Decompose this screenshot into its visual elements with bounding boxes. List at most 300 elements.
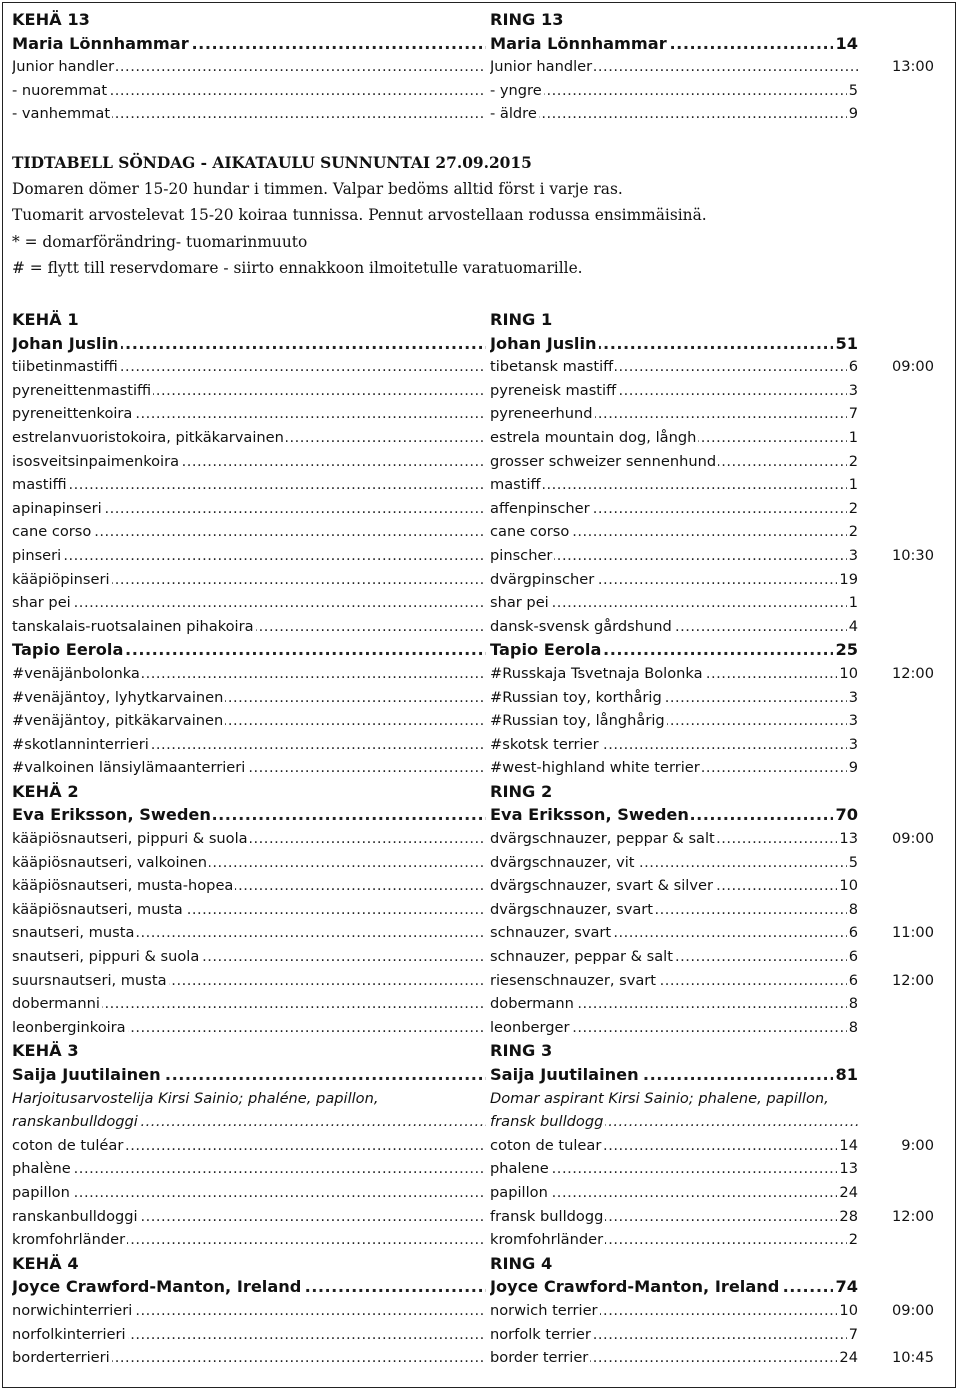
- text-fi: #skotlanninterrieri: [12, 735, 149, 753]
- text-sv: pyreneisk mastiff: [490, 381, 617, 399]
- breed-name-fi: [12, 898, 486, 922]
- text-fi: coton de tuléar: [12, 1136, 124, 1154]
- breed-row: [0, 497, 960, 521]
- text-sv: Junior handler: [490, 58, 593, 76]
- text-fi: #valkoinen länsiylämaanterrieri: [12, 759, 246, 777]
- breed-name-fi: [12, 497, 486, 521]
- start-time: 12:00: [891, 971, 934, 989]
- entry-count: 1: [847, 473, 858, 497]
- text-fi: - vanhemmat: [12, 105, 111, 123]
- entry-count: 7: [847, 1323, 858, 1347]
- text-fi: Junior handler: [12, 58, 115, 76]
- text-fi: shar pei: [12, 594, 71, 612]
- breed-name-sv: [490, 473, 858, 497]
- breed-name-fi: [12, 1205, 486, 1229]
- text-sv: #Russian toy, långhårig: [490, 712, 665, 730]
- start-time: 09:00: [891, 830, 934, 848]
- entry-count: 2: [847, 1228, 858, 1252]
- judge-name-fi: [12, 1063, 486, 1087]
- start-time: 12:00: [891, 1207, 934, 1225]
- breed-row: [0, 1205, 960, 1229]
- breed-row: [0, 102, 960, 126]
- text-fi: Joyce Crawford-Manton, Ireland: [12, 1277, 302, 1297]
- entry-count: 10: [837, 874, 858, 898]
- text-sv: dvärgschnauzer, vit: [490, 853, 635, 871]
- breed-name-fi: [12, 55, 486, 79]
- breed-name-sv: [490, 1346, 858, 1370]
- judge-name-fi: [12, 803, 486, 827]
- breed-row: [0, 1110, 960, 1134]
- breed-row: [0, 662, 960, 686]
- judge-row: [0, 1275, 960, 1299]
- breed-name-fi: [12, 79, 486, 103]
- breed-name-sv: [490, 969, 858, 993]
- breed-name-fi: [12, 1110, 486, 1134]
- ring-label-fi: KEHÄ 4: [12, 1253, 79, 1273]
- breed-name-fi: [12, 615, 486, 639]
- entry-count: 10: [837, 662, 858, 686]
- breed-name-sv: [490, 79, 858, 103]
- breed-name-sv: [490, 568, 858, 592]
- text-fi: apinapinseri: [12, 499, 102, 517]
- entry-count: 2: [847, 520, 858, 544]
- text-fi: phalène: [12, 1160, 71, 1178]
- breed-name-fi: [12, 945, 486, 969]
- breed-row: [0, 450, 960, 474]
- entry-count: 14: [833, 32, 858, 56]
- text-fi: Maria Lönnhammar: [12, 33, 189, 53]
- judge-row: [0, 332, 960, 356]
- breed-row: [0, 1134, 960, 1158]
- text-sv: norfolk terrier: [490, 1325, 591, 1343]
- text-sv: pinscher: [490, 546, 553, 564]
- start-time: 09:00: [891, 1301, 934, 1319]
- breed-name-fi: [12, 402, 486, 426]
- entry-count: 8: [847, 1016, 858, 1040]
- text-fi: cane corso: [12, 523, 92, 541]
- breed-row: [0, 55, 960, 79]
- text-sv: shar pei: [490, 594, 549, 612]
- breed-row: [0, 615, 960, 639]
- entry-count: 74: [833, 1275, 858, 1299]
- breed-name-sv: [490, 450, 858, 474]
- entry-count: 9: [847, 756, 858, 780]
- ring-label-fi: KEHÄ 2: [12, 781, 79, 801]
- entry-count: 3: [847, 379, 858, 403]
- start-time: 10:45: [891, 1349, 934, 1367]
- breed-name-sv: [490, 426, 858, 450]
- start-time: 10:30: [891, 546, 934, 564]
- judge-name-fi: [12, 332, 486, 356]
- breed-row: [0, 473, 960, 497]
- judge-row: [0, 1063, 960, 1087]
- text-fi: kääpiösnautseri, musta-hopea: [12, 877, 234, 895]
- breed-name-sv: [490, 686, 858, 710]
- entry-count: 6: [847, 945, 858, 969]
- text-fi: papillon: [12, 1183, 70, 1201]
- text-sv: schnauzer, svart: [490, 924, 612, 942]
- entry-count: 24: [837, 1181, 858, 1205]
- text-sv: dvärgschnauzer, svart: [490, 900, 653, 918]
- breed-row: [0, 591, 960, 615]
- breed-row: [0, 1157, 960, 1181]
- judge-name-sv: [490, 803, 858, 827]
- text-sv: Saija Juutilainen: [490, 1065, 639, 1084]
- entry-count: 6: [847, 921, 858, 945]
- breed-name-sv: [490, 827, 858, 851]
- judge-name-sv: [490, 1063, 858, 1087]
- breed-name-sv: [490, 55, 858, 79]
- start-time: 11:00: [891, 924, 934, 942]
- breed-name-sv: [490, 851, 858, 875]
- ring-label-sv: RING 4: [490, 1253, 553, 1273]
- breed-row: [0, 1181, 960, 1205]
- text-sv: fransk bulldogg: [490, 1113, 604, 1131]
- text-sv: tibetansk mastiff: [490, 358, 614, 376]
- breed-name-fi: [12, 473, 486, 497]
- breed-row: [0, 402, 960, 426]
- text-fi: suursnautseri, musta: [12, 971, 167, 989]
- start-time: 09:00: [891, 358, 934, 376]
- notice-line: Domaren dömer 15-20 hundar i timmen. Valpar bedöms alltid först i varje ras.: [12, 180, 623, 199]
- entry-count: 3: [847, 544, 858, 568]
- entry-count: 6: [847, 355, 858, 379]
- breed-name-sv: [490, 102, 858, 126]
- entry-count: 3: [847, 733, 858, 757]
- text-fi: Eva Eriksson, Sweden: [12, 805, 211, 825]
- entry-count: 19: [837, 568, 858, 592]
- entry-count: 25: [833, 638, 858, 662]
- breed-row: [0, 544, 960, 568]
- breed-name-sv: [490, 355, 858, 379]
- breed-name-sv: [490, 1157, 858, 1181]
- breed-row: [0, 568, 960, 592]
- breed-name-fi: [12, 102, 486, 126]
- entry-count: 24: [837, 1346, 858, 1370]
- text-sv: Eva Eriksson, Sweden: [490, 805, 689, 825]
- text-sv: estrela mountain dog, långh: [490, 428, 697, 446]
- judge-name-sv: [490, 32, 858, 56]
- text-fi: mastiffi: [12, 476, 67, 494]
- entry-count: 10: [837, 1299, 858, 1323]
- breed-name-fi: [12, 1016, 486, 1040]
- notice-line: * = domarförändring- tuomarinmuuto: [12, 232, 308, 251]
- note-row: [0, 1087, 960, 1111]
- breed-name-sv: [490, 615, 858, 639]
- breed-row: [0, 520, 960, 544]
- judge-name-fi: [12, 638, 486, 662]
- entry-count: 81: [833, 1063, 858, 1087]
- breed-row: [0, 1299, 960, 1323]
- breed-name-sv: [490, 402, 858, 426]
- breed-row: [0, 921, 960, 945]
- text-sv: grosser schweizer sennenhund: [490, 452, 717, 470]
- text-fi: pinseri: [12, 546, 62, 564]
- ring-listing: [0, 308, 960, 1370]
- breed-name-fi: [12, 1181, 486, 1205]
- breed-name-fi: [12, 662, 486, 686]
- ring-13-section: [0, 0, 960, 130]
- entry-count: 13: [837, 1157, 858, 1181]
- text-sv: - yngre: [490, 81, 542, 99]
- entry-count: 2: [847, 450, 858, 474]
- notice-line: # = flytt till reservdomare - siirto ennakkoon ilmoitetulle varatuomarille.: [12, 258, 583, 277]
- breed-row: [0, 898, 960, 922]
- breed-row: [0, 827, 960, 851]
- text-fi: dobermanni: [12, 995, 100, 1013]
- breed-name-fi: [12, 874, 486, 898]
- entry-count: 7: [847, 402, 858, 426]
- text-fi: ranskanbulldoggi: [12, 1113, 138, 1131]
- judge-name-fi: [12, 1275, 486, 1299]
- text-sv: #Russian toy, korthårig: [490, 688, 662, 706]
- entry-count: 6: [847, 969, 858, 993]
- text-fi: kääpiösnautseri, pippuri & suola: [12, 830, 248, 848]
- breed-row: [0, 686, 960, 710]
- text-fi: ranskanbulldoggi: [12, 1207, 138, 1225]
- text-fi: norwichinterrieri: [12, 1301, 133, 1319]
- breed-name-sv: [490, 379, 858, 403]
- text-fi: tanskalais-ruotsalainen pihakoira: [12, 617, 254, 635]
- text-fi: Tapio Eerola: [12, 640, 124, 660]
- text-sv: #west-highland white terrier: [490, 759, 700, 777]
- text-sv: Maria Lönnhammar: [490, 33, 667, 53]
- text-sv: dobermann: [490, 995, 574, 1013]
- text-fi: kääpiösnautseri, valkoinen: [12, 853, 208, 871]
- ring-label-sv: RING 3: [490, 1041, 553, 1061]
- text-sv: Joyce Crawford-Manton, Ireland: [490, 1277, 780, 1297]
- entry-count: 3: [847, 686, 858, 710]
- breed-name-fi: [12, 1134, 486, 1158]
- ring-label-sv: RING 13: [490, 10, 564, 29]
- text-sv: cane corso: [490, 523, 570, 541]
- text-sv: kromfohrländer: [490, 1231, 604, 1249]
- ring-label-fi: KEHÄ 3: [12, 1041, 79, 1061]
- text-sv: Tapio Eerola: [490, 640, 602, 660]
- entry-count: 9: [847, 102, 858, 126]
- entry-count: 51: [833, 332, 858, 356]
- text-fi: norfolkinterrieri: [12, 1325, 126, 1343]
- breed-row: [0, 969, 960, 993]
- notice-line: Tuomarit arvostelevat 15-20 koiraa tunnissa. Pennut arvostellaan rodussa ensimmäisinä.: [12, 206, 707, 225]
- breed-name-fi: [12, 709, 486, 733]
- schedule-notice: [12, 150, 942, 281]
- breed-name-fi: [12, 379, 486, 403]
- breed-row: [0, 1346, 960, 1370]
- breed-name-sv: [490, 921, 858, 945]
- text-sv: norwich terrier: [490, 1301, 598, 1319]
- breed-row: [0, 1016, 960, 1040]
- breed-name-sv: [490, 874, 858, 898]
- text-sv: Johan Juslin: [490, 333, 597, 353]
- text-fi: estrelanvuoristokoira, pitkäkarvainen: [12, 428, 284, 446]
- entry-count: 8: [847, 898, 858, 922]
- breed-name-fi: [12, 756, 486, 780]
- text-sv: fransk bulldogg: [490, 1207, 604, 1225]
- breed-name-sv: [490, 733, 858, 757]
- breed-name-fi: [12, 1346, 486, 1370]
- text-fi: pyreneittenmastiffi: [12, 381, 152, 399]
- judge-name-sv: [490, 1275, 858, 1299]
- breed-name-fi: [12, 1323, 486, 1347]
- text-fi: snautseri, musta: [12, 924, 135, 942]
- breed-name-fi: [12, 426, 486, 450]
- text-fi: #venäjäntoy, lyhytkarvainen: [12, 688, 224, 706]
- text-fi: - nuoremmat: [12, 81, 108, 99]
- text-sv: riesenschnauzer, svart: [490, 971, 657, 989]
- text-sv: mastiff: [490, 476, 541, 494]
- breed-name-sv: [490, 756, 858, 780]
- entry-count: 3: [847, 709, 858, 733]
- text-sv: #Russkaja Tsvetnaja Bolonka: [490, 664, 703, 682]
- text-sv: papillon: [490, 1183, 548, 1201]
- breed-name-fi: [12, 520, 486, 544]
- text-fi: Johan Juslin: [12, 333, 119, 353]
- breed-name-sv: [490, 1228, 858, 1252]
- judge-row: [0, 638, 960, 662]
- text-fi: tiibetinmastiffi: [12, 358, 118, 376]
- breed-row: [0, 733, 960, 757]
- breed-row: [0, 874, 960, 898]
- note-fi: Harjoitusarvostelija Kirsi Sainio; phaléne, papillon,: [12, 1089, 379, 1107]
- breed-row: [0, 945, 960, 969]
- text-sv: pyreneerhund: [490, 405, 593, 423]
- text-sv: dvärgschnauzer, svart & silver: [490, 877, 713, 895]
- start-time: [844, 1110, 934, 1134]
- ring-header: [0, 8, 960, 32]
- breed-name-sv: [490, 520, 858, 544]
- breed-name-fi: [12, 827, 486, 851]
- ring-header: [0, 1252, 960, 1276]
- text-sv: dvärgpinscher: [490, 570, 595, 588]
- text-fi: kääpiösnautseri, musta: [12, 900, 183, 918]
- ring-label-sv: RING 2: [490, 781, 553, 801]
- breed-row: [0, 79, 960, 103]
- judge-name-sv: [490, 638, 858, 662]
- text-sv: schnauzer, peppar & salt: [490, 948, 673, 966]
- entry-count: 5: [847, 851, 858, 875]
- text-fi: isosveitsinpaimenkoira: [12, 452, 180, 470]
- breed-name-sv: [490, 662, 858, 686]
- text-sv: phalene: [490, 1160, 549, 1178]
- breed-name-fi: [12, 591, 486, 615]
- start-time: 9:00: [901, 1136, 934, 1154]
- entry-count: 70: [833, 803, 858, 827]
- notice-title: TIDTABELL SÖNDAG - AIKATAULU SUNNUNTAI 27.09.2015: [12, 154, 532, 172]
- judge-row: [0, 803, 960, 827]
- breed-row: [0, 1323, 960, 1347]
- breed-name-sv: [490, 1181, 858, 1205]
- entry-count: 28: [837, 1205, 858, 1229]
- entry-count: 4: [847, 615, 858, 639]
- breed-name-sv: [490, 1299, 858, 1323]
- start-time: 13:00: [891, 58, 934, 76]
- breed-row: [0, 379, 960, 403]
- entry-count: 13: [837, 827, 858, 851]
- text-fi: #venäjänbolonka: [12, 664, 140, 682]
- start-time: 12:00: [891, 664, 934, 682]
- breed-row: [0, 709, 960, 733]
- breed-name-sv: [490, 898, 858, 922]
- breed-name-fi: [12, 544, 486, 568]
- text-sv: - äldre: [490, 105, 537, 123]
- text-sv: leonberger: [490, 1018, 570, 1036]
- breed-name-sv: [490, 1205, 858, 1229]
- text-sv: dvärgschnauzer, peppar & salt: [490, 830, 715, 848]
- text-fi: borderterrieri: [12, 1349, 110, 1367]
- judge-row: [0, 32, 960, 56]
- text-sv: border terrier: [490, 1349, 589, 1367]
- breed-row: [0, 851, 960, 875]
- entry-count: 2: [847, 497, 858, 521]
- judge-name-sv: [490, 332, 858, 356]
- judge-name-fi: [12, 32, 486, 56]
- text-sv: dansk-svensk gårdshund: [490, 617, 672, 635]
- breed-name-fi: [12, 686, 486, 710]
- breed-row: [0, 1228, 960, 1252]
- breed-name-fi: [12, 1157, 486, 1181]
- breed-row: [0, 426, 960, 450]
- text-fi: pyreneittenkoira: [12, 405, 133, 423]
- ring-label-sv: RING 1: [490, 310, 553, 329]
- text-sv: coton de tulear: [490, 1136, 602, 1154]
- entry-count: 1: [847, 591, 858, 615]
- breed-name-sv: [490, 945, 858, 969]
- breed-name-sv: [490, 544, 858, 568]
- breed-name-sv: [490, 1016, 858, 1040]
- entry-count: 5: [847, 79, 858, 103]
- breed-name-fi: [12, 355, 486, 379]
- entry-count: 1: [847, 426, 858, 450]
- breed-name-fi: [12, 851, 486, 875]
- breed-name-fi: [12, 568, 486, 592]
- breed-row: [0, 992, 960, 1016]
- breed-name-fi: [12, 733, 486, 757]
- breed-name-sv: [490, 1134, 858, 1158]
- text-fi: #venäjäntoy, pitkäkarvainen: [12, 712, 224, 730]
- text-fi: Saija Juutilainen: [12, 1065, 161, 1084]
- ring-label-fi: KEHÄ 1: [12, 310, 79, 329]
- note-sv: Domar aspirant Kirsi Sainio; phalene, papillon,: [490, 1089, 829, 1107]
- entry-count: 14: [837, 1134, 858, 1158]
- breed-name-fi: [12, 969, 486, 993]
- ring-label-fi: KEHÄ 13: [12, 10, 90, 29]
- text-fi: kääpiöpinseri: [12, 570, 110, 588]
- breed-name-sv: [490, 497, 858, 521]
- text-fi: leonberginkoira: [12, 1018, 126, 1036]
- text-fi: snautseri, pippuri & suola: [12, 948, 200, 966]
- text-sv: #skotsk terrier: [490, 735, 599, 753]
- breed-name-sv: [490, 992, 858, 1016]
- entry-count: 8: [847, 992, 858, 1016]
- ring-header: [0, 780, 960, 804]
- breed-name-fi: [12, 1299, 486, 1323]
- breed-row: [0, 756, 960, 780]
- breed-name-sv: [490, 709, 858, 733]
- breed-row: [0, 355, 960, 379]
- ring-header: [0, 1039, 960, 1063]
- breed-name-fi: [12, 992, 486, 1016]
- breed-name-fi: [12, 450, 486, 474]
- breed-name-sv: [490, 591, 858, 615]
- breed-name-sv: [490, 1110, 858, 1134]
- breed-name-sv: [490, 1323, 858, 1347]
- ring-header: [0, 308, 960, 332]
- breed-name-fi: [12, 1228, 486, 1252]
- breed-name-fi: [12, 921, 486, 945]
- text-fi: kromfohrländer: [12, 1231, 126, 1249]
- text-sv: affenpinscher: [490, 499, 590, 517]
